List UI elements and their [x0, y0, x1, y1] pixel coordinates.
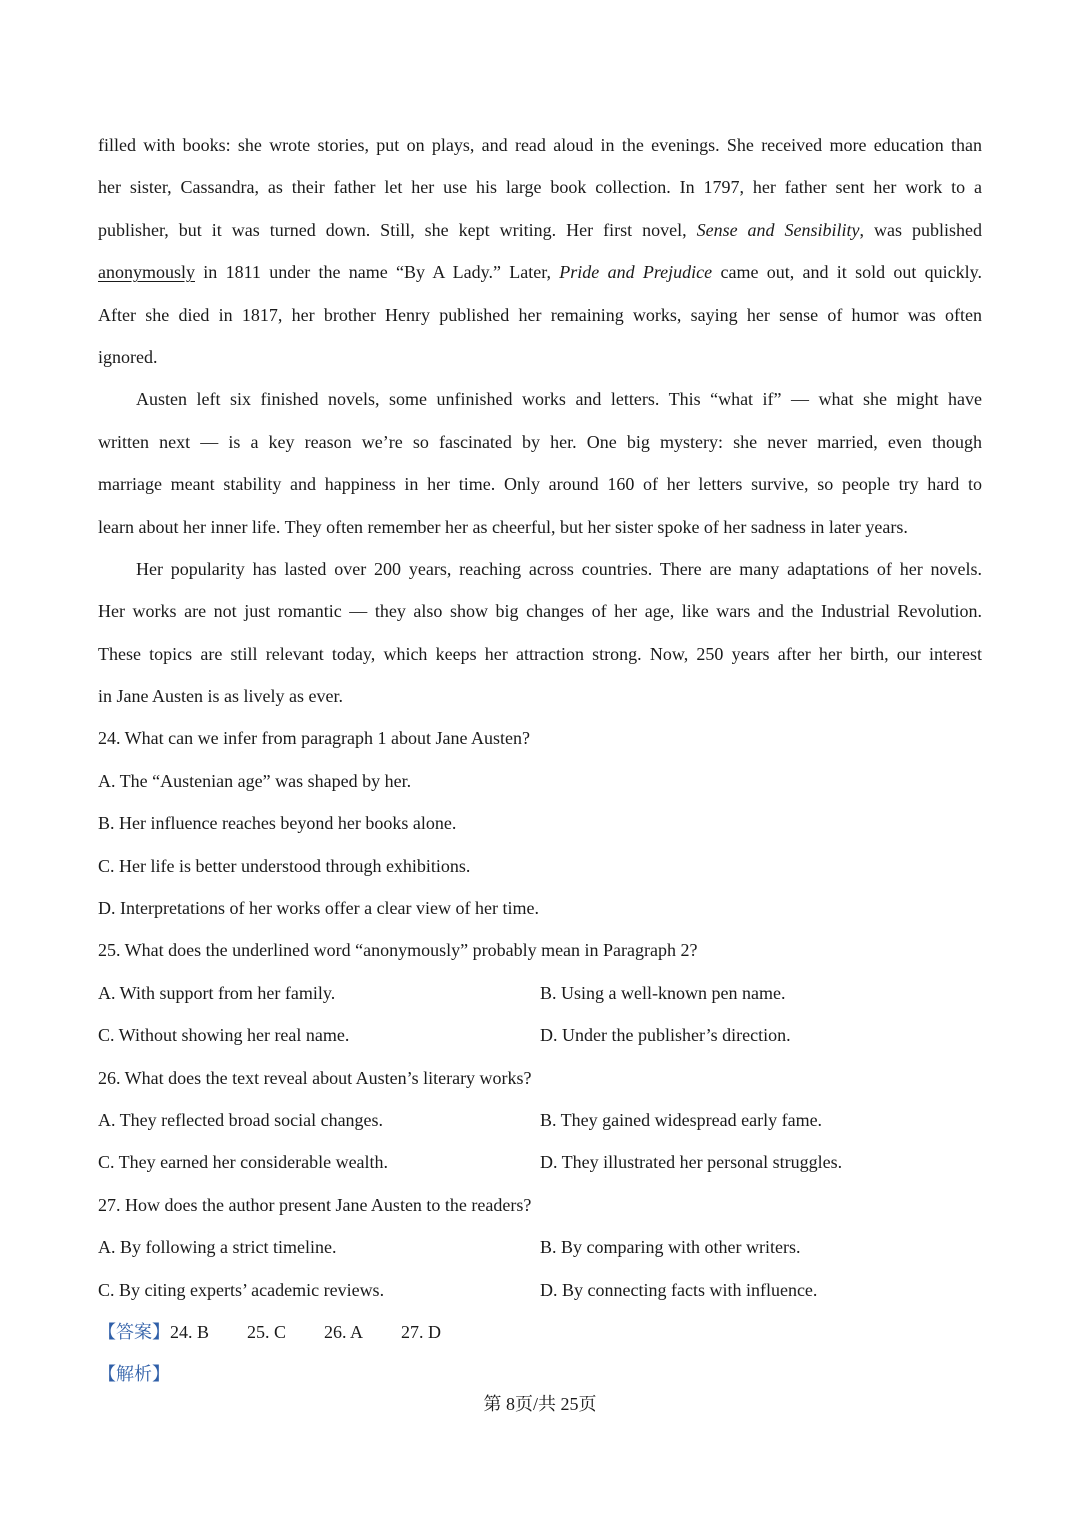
question-stem: 27. How does the author present Jane Austen to the readers? — [98, 1194, 532, 1215]
question-option: C. They earned her considerable wealth. — [98, 1152, 389, 1173]
paragraph-line: After she died in 1817, her brother Henry published her remaining works, saying her sense of humor was often — [98, 304, 982, 325]
question-option: D. Interpretations of her works offer a clear view of her time. — [98, 898, 539, 919]
paragraph-line: Her works are not just romantic — they also show big changes of her age, like wars and the Industrial Revolution. — [98, 601, 982, 622]
question-options-row — [98, 1226, 982, 1268]
paragraph-line: her sister, Cassandra, as their father let her use his large book collection. In 1797, her father sent her work to a — [98, 177, 982, 198]
question-option: B. Her influence reaches beyond her books alone. — [98, 813, 457, 834]
underlined-word: anonymously — [98, 262, 195, 283]
question-27 — [98, 1184, 982, 1311]
question-option: C. Without showing her real name. — [98, 1025, 350, 1046]
document-body — [98, 124, 982, 1396]
question-option: A. They reflected broad social changes. — [98, 1109, 384, 1130]
question-option: A. With support from her family. — [98, 982, 336, 1003]
paragraph-line: filled with books: she wrote stories, put on plays, and read aloud in the evenings. She received more education than — [98, 135, 982, 155]
page-number: 第 8页/共 25页 — [483, 1394, 597, 1414]
answer-line — [98, 1311, 982, 1353]
question-option: B. By comparing with other writers. — [540, 1237, 801, 1258]
paragraph-line: learn about her inner life. They often remember her as cheerful, but her sister spoke of her sadness in later years. — [98, 516, 908, 537]
answer-label: 【答案】 — [98, 1321, 170, 1342]
question-option: A. The “Austenian age” was shaped by her. — [98, 770, 412, 791]
paragraph-line: written next — is a key reason we’re so fascinated by her. One big mystery: she never married, even though — [98, 431, 982, 452]
question-options-row — [98, 972, 982, 1014]
answer-item: 25. C — [247, 1321, 287, 1342]
paragraph-line: These topics are still relevant today, which keeps her attraction strong. Now, 250 years after her birth, our interest — [98, 643, 982, 664]
paragraph-text: , was published — [859, 219, 982, 240]
analysis-line — [98, 1353, 982, 1395]
question-option: D. They illustrated her personal struggles. — [540, 1152, 843, 1173]
paragraph-line: Her popularity has lasted over 200 years, reaching across countries. There are many adaptations of her novels. — [136, 558, 982, 579]
question-option: C. By citing experts’ academic reviews. — [98, 1279, 385, 1300]
question-option: B. Using a well-known pen name. — [540, 982, 786, 1003]
paragraph-line: in Jane Austen is as lively as ever. — [98, 686, 343, 707]
paragraph-line: ignored. — [98, 346, 158, 367]
paragraph-text: publisher, but it was turned down. Still, she kept writing. Her first novel, — [98, 219, 687, 240]
question-option: C. Her life is better understood through exhibitions. — [98, 855, 471, 876]
question-option: D. By connecting facts with influence. — [540, 1279, 818, 1300]
question-options-row — [98, 1141, 982, 1183]
paragraph-line: marriage meant stability and happiness in her time. Only around 160 of her letters survive, so people try hard to — [98, 474, 982, 495]
book-title: Sense and Sensibility — [696, 219, 860, 240]
question-25 — [98, 929, 982, 1056]
paragraph-text: came out, and it sold out quickly. — [712, 262, 983, 283]
paragraph-3 — [98, 378, 982, 548]
analysis-label: 【解析】 — [98, 1364, 170, 1385]
question-stem: 25. What does the underlined word “anonymously” probably mean in Paragraph 2? — [98, 940, 698, 961]
question-option: A. By following a strict timeline. — [98, 1237, 337, 1258]
question-24 — [98, 717, 982, 929]
question-26 — [98, 1057, 982, 1184]
question-options-row — [98, 1269, 982, 1311]
book-title: Pride and Prejudice — [559, 262, 713, 283]
answer-item: 24. B — [170, 1321, 210, 1342]
question-option: D. Under the publisher’s direction. — [540, 1025, 791, 1046]
paragraph-2 — [98, 124, 982, 378]
question-stem: 26. What does the text reveal about Austen’s literary works? — [98, 1067, 532, 1088]
paragraph-line — [98, 209, 982, 251]
paragraph-line: Austen left six finished novels, some unfinished works and letters. This “what if” — what she might have — [136, 389, 982, 410]
question-options-row — [98, 1014, 982, 1056]
question-option: B. They gained widespread early fame. — [540, 1109, 823, 1130]
question-stem: 24. What can we infer from paragraph 1 about Jane Austen? — [98, 728, 531, 749]
paragraph-text: in 1811 under the name “By A Lady.” Later, — [203, 262, 551, 283]
answer-item: 26. A — [324, 1321, 364, 1342]
paragraph-4 — [98, 548, 982, 718]
paragraph-line — [98, 251, 982, 293]
question-options-row — [98, 1099, 982, 1141]
answer-item: 27. D — [401, 1321, 442, 1342]
